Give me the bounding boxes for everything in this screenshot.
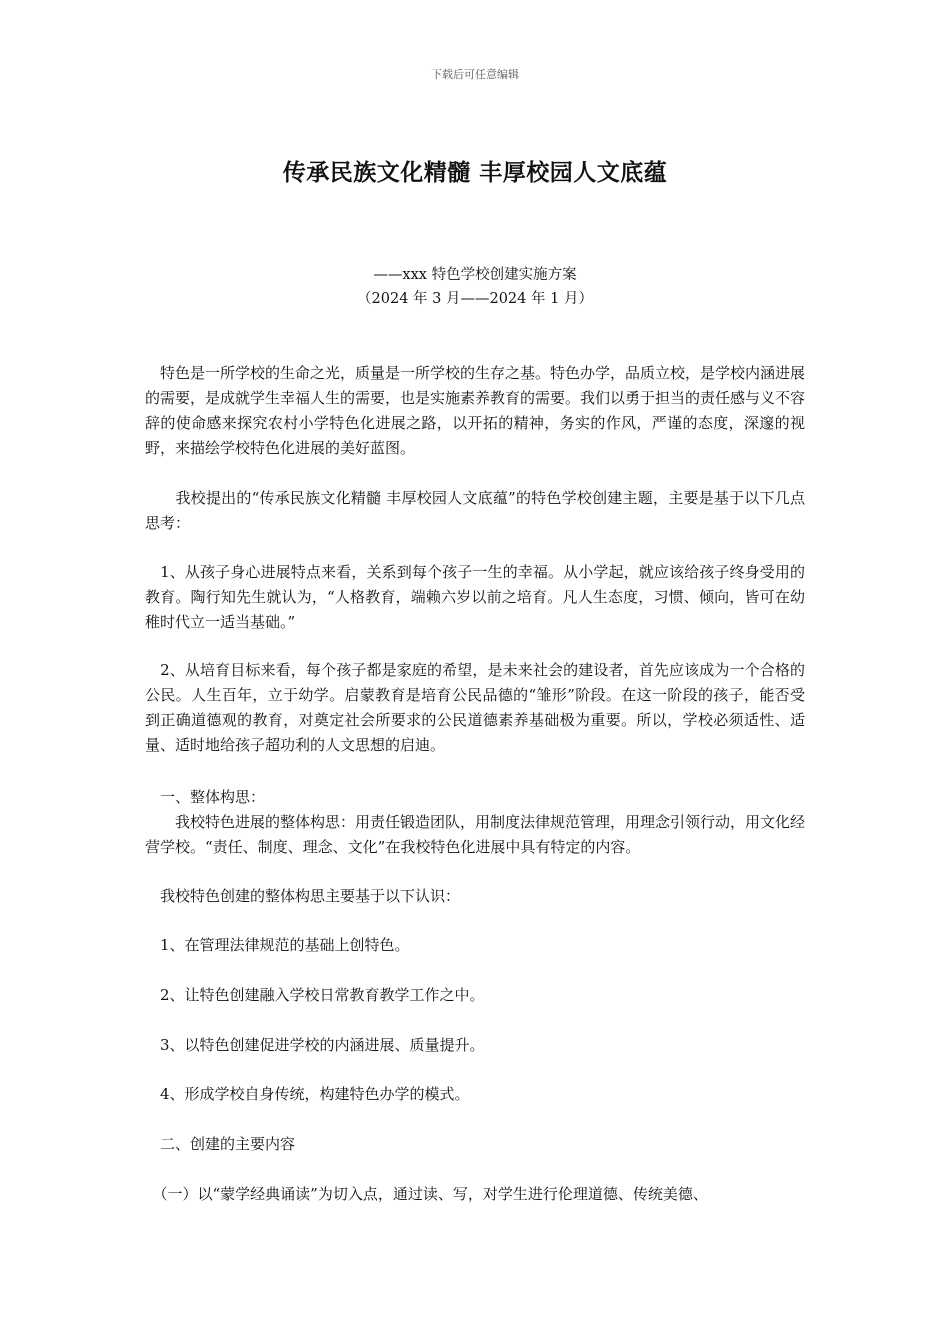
section-heading-1: 一、整体构思： [145,788,266,806]
paragraph-overall-idea: 我校特色进展的整体构思：用责任锻造团队，用制度法律规范管理，用理念引领行动，用文化经营学校。“责任、制度、理念、文化”在我校特色化进展中具有特定的内容。 [145,813,806,856]
document-subtitle [0,263,950,311]
list-item-3: 3、以特色创建促进学校的内涵进展、质量提升。 [145,1036,485,1054]
document-title: 传承民族文化精髓 丰厚校园人文底蕴 [282,159,668,186]
subtitle-line-1: ——xxx 特色学校创建实施方案 [373,267,577,283]
paragraph-point-2: 2、从培育目标来看，每个孩子都是家庭的希望，是未来社会的建设者，首先应该成为一个合格的公民。人生百年，立于幼学。启蒙教育是培育公民品德的“雏形”阶段。在这一阶段的孩子，能否受到正确道德观的教育，对奠定社会所要求的公民道德素养基础极为重要。所以，学校必须适性、适量、适时地给孩子超功利的人文思想的启迪。 [145,661,805,754]
paragraph-content-1: （一）以“蒙学经典诵读”为切入点，通过读、写，对学生进行伦理道德、传统美德、 [145,1185,708,1203]
paragraph-theme: 我校提出的“传承民族文化精髓 丰厚校园人文底蕴”的特色学校创建主题，主要是基于以下几点思考： [145,489,805,532]
list-item-1: 1、在管理法律规范的基础上创特色。 [145,936,410,954]
list-item-2: 2、让特色创建融入学校日常教育教学工作之中。 [145,986,485,1004]
subtitle-date-range: （2024 年 3 月——2024 年 1 月） [357,291,593,307]
paragraph-understanding: 我校特色创建的整体构思主要基于以下认识： [145,887,461,905]
paragraph-point-1: 1、从孩子身心进展特点来看，关系到每个孩子一生的幸福。从小学起，就应该给孩子终身受用的教育。陶行知先生就认为，“人格教育，端赖六岁以前之培育。凡人生态度，习惯、倾向，皆可在幼稚时代立一适当基础。” [145,563,805,631]
list-item-4: 4、形成学校自身传统，构建特色办学的模式。 [145,1085,470,1103]
paragraph-intro: 特色是一所学校的生命之光，质量是一所学校的生存之基。特色办学，品质立校，是学校内涵进展的需要，是成就学生幸福人生的需要，也是实施素养教育的需要。我们以勇于担当的责任感与义不容辞的使命感来探究农村小学特色化进展之路，以开拓的精神，务实的作风，严谨的态度，深邃的视野，来描绘学校特色化进展的美好蓝图。 [145,364,806,457]
section-heading-2: 二、创建的主要内容 [145,1135,296,1153]
header-note: 下载后可任意编辑 [431,68,519,81]
